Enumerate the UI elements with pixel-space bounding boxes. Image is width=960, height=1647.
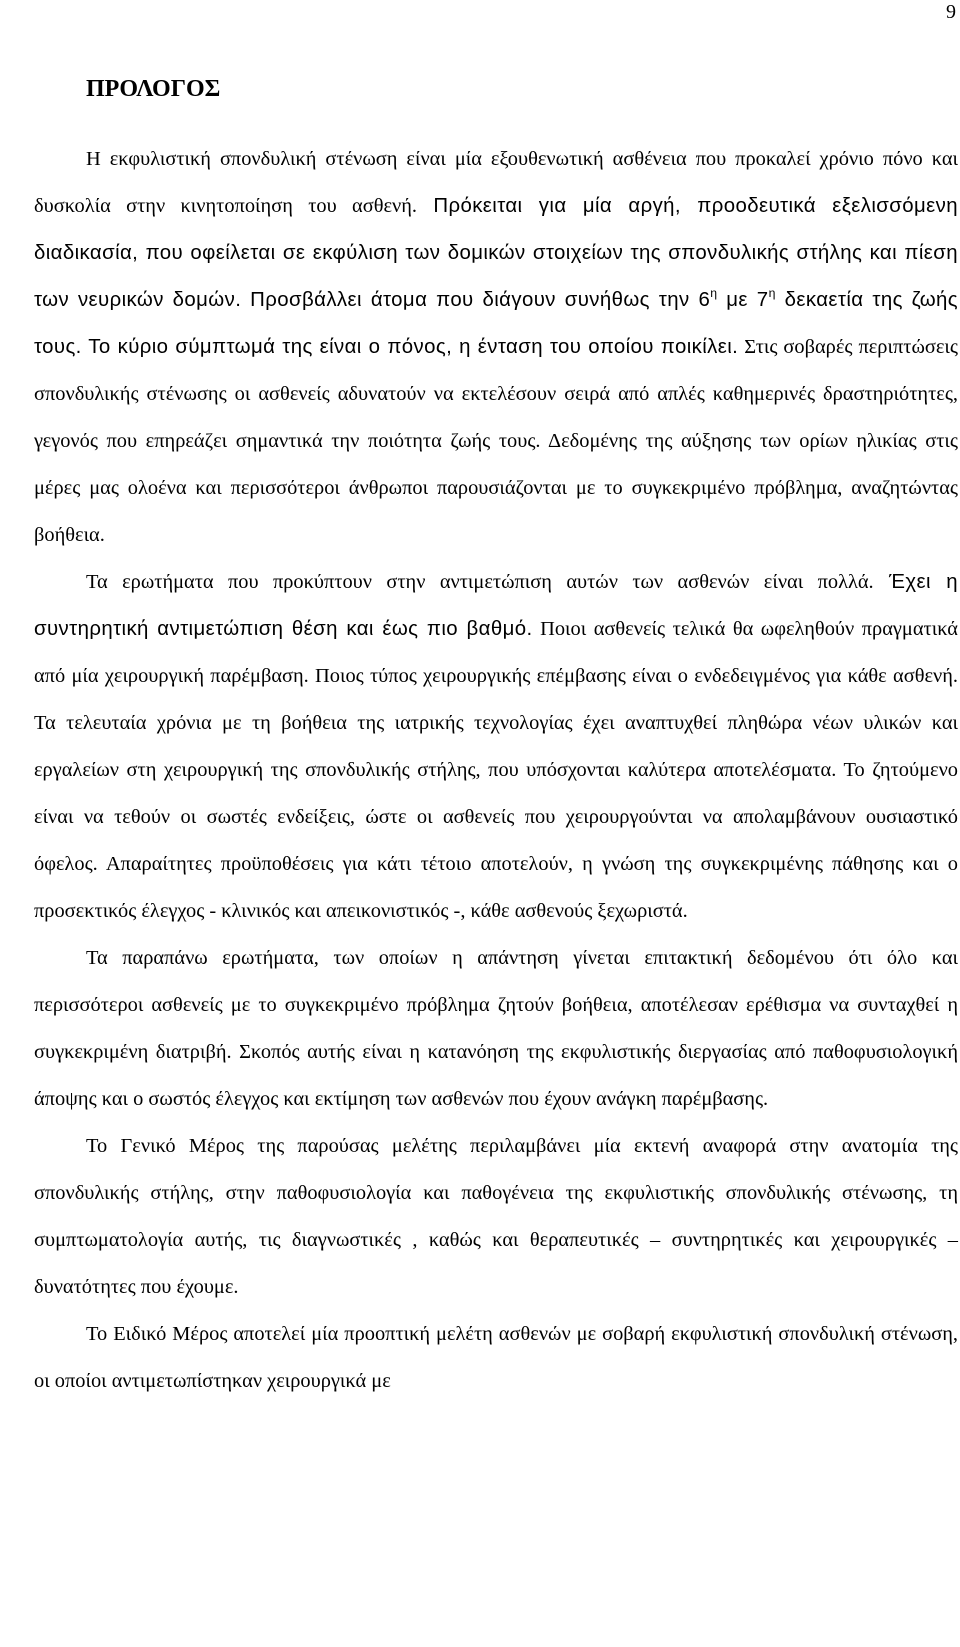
- text-run: Τα ερωτήματα που προκύπτουν στην αντιμετώπιση αυτών των ασθενών είναι πολλά.: [86, 571, 874, 593]
- superscript: η: [710, 285, 718, 300]
- text-run: Η εκφυλιστική σπονδυλική στένωση είναι μία εξουθενωτική ασθένεια που προκαλεί χρόνιο πόνο και δυσκολία στην κινητοποίηση του ασθενή.: [34, 148, 958, 217]
- paragraph-general-part: Το Γενικό Μέρος της παρούσας μελέτης περιλαμβάνει μία εκτενή αναφορά στην ανατομία της σπονδυλικής στήλης, στην παθοφυσιολογία και παθογένεια της εκφυλιστικής σπονδυλικής στένωσης, τη συμπτωματολογία αυτής, τις διαγνωστικές , καθώς και θεραπευτικές – συντηρητικές και χειρουργικές – δυνατότητες που έχουμε.: [34, 1135, 958, 1298]
- paragraph-special-part: Το Ειδικό Μέρος αποτελεί μία προοπτική μελέτη ασθενών με σοβαρή εκφυλιστική σπονδυλική στένωση, οι οποίοι αντιμετωπίστηκαν χειρουργικά με: [34, 1323, 958, 1392]
- text-run: Έχει η συντηρητική αντιμετώπιση θέση και έως πιο βαθμό.: [34, 571, 958, 640]
- paragraph-introduction: [34, 136, 958, 559]
- superscript: η: [768, 285, 776, 300]
- paragraph-questions: [34, 559, 958, 935]
- paragraph-purpose: Τα παραπάνω ερωτήματα, των οποίων η απάντηση γίνεται επιτακτική δεδομένου ότι όλο και περισσότεροι ασθενείς με το συγκεκριμένο πρόβλημα ζητούν βοήθεια, αποτέλεσαν ερέθισμα να συνταχθεί η συγκεκριμένη διατριβή. Σκοπός αυτής είναι η κατανόηση της εκφυλιστικής διεργασίας από παθοφυσιολογική άποψης και ο σωστός έλεγχος και εκτίμηση των ασθενών που έχουν ανάγκη παρέμβασης.: [34, 947, 958, 1110]
- text-run: Ποιοι ασθενείς τελικά θα ωφεληθούν πραγματικά από μία χειρουργική παρέμβαση. Ποιος τύπος χειρουργικής επέμβασης είναι ο ενδεδειγμένος για κάθε ασθενή. Τα τελευταία χρόνια με τη βοήθεια της ιατρικής τεχνολογίας έχει αναπτυχθεί πληθώρα νέων υλικών και εργαλείων στη χειρουργική της σπονδυλικής στήλης, που υπόσχονται καλύτερα αποτελέσματα. Το ζητούμενο είναι να τεθούν οι σωστές ενδείξεις, ώστε οι ασθενείς που χειρουργούνται να απολαμβάνουν ουσιαστικό όφελος. Απαραίτητες προϋποθέσεις για κάτι τέτοιο αποτελούν, η γνώση της συγκεκριμένης πάθησης και ο προσεκτικός έλεγχος - κλινικός και απεικονιστικός -, κάθε ασθενούς ξεχωριστά.: [34, 618, 958, 922]
- text-run: Πρόκειται για μία αργή, προοδευτικά εξελισσόμενη διαδικασία, που οφείλεται σε εκφύλιση των δομικών στοιχείων της σπονδυλικής στήλης και πίεση των νευρικών δομών. Προσβάλλει άτομα που διάγουν συνήθως την $6^\eta$ με $7^\eta$ δεκαετία της ζωής τους. Το κύριο σύμπτωμά της είναι ο πόνος, η ένταση του οποίου ποικίλει.: [34, 195, 958, 358]
- section-heading: ΠΡΟΛΟΓΟΣ: [86, 76, 221, 102]
- text-run: Στις σοβαρές περιπτώσεις σπονδυλικής στένωσης οι ασθενείς αδυνατούν να εκτελέσουν σειρά από απλές καθημερινές δραστηριότητες, γεγονός που επηρεάζει σημαντικά την ποιότητα ζωής τους. Δεδομένης της αύξησης των ορίων ηλικίας στις μέρες μας ολοένα και περισσότεροι άνθρωποι παρουσιάζονται με το συγκεκριμένο πρόβλημα, αναζητώντας βοήθεια.: [34, 336, 958, 546]
- page-number: 9: [946, 1, 956, 23]
- document-body: [34, 136, 958, 1405]
